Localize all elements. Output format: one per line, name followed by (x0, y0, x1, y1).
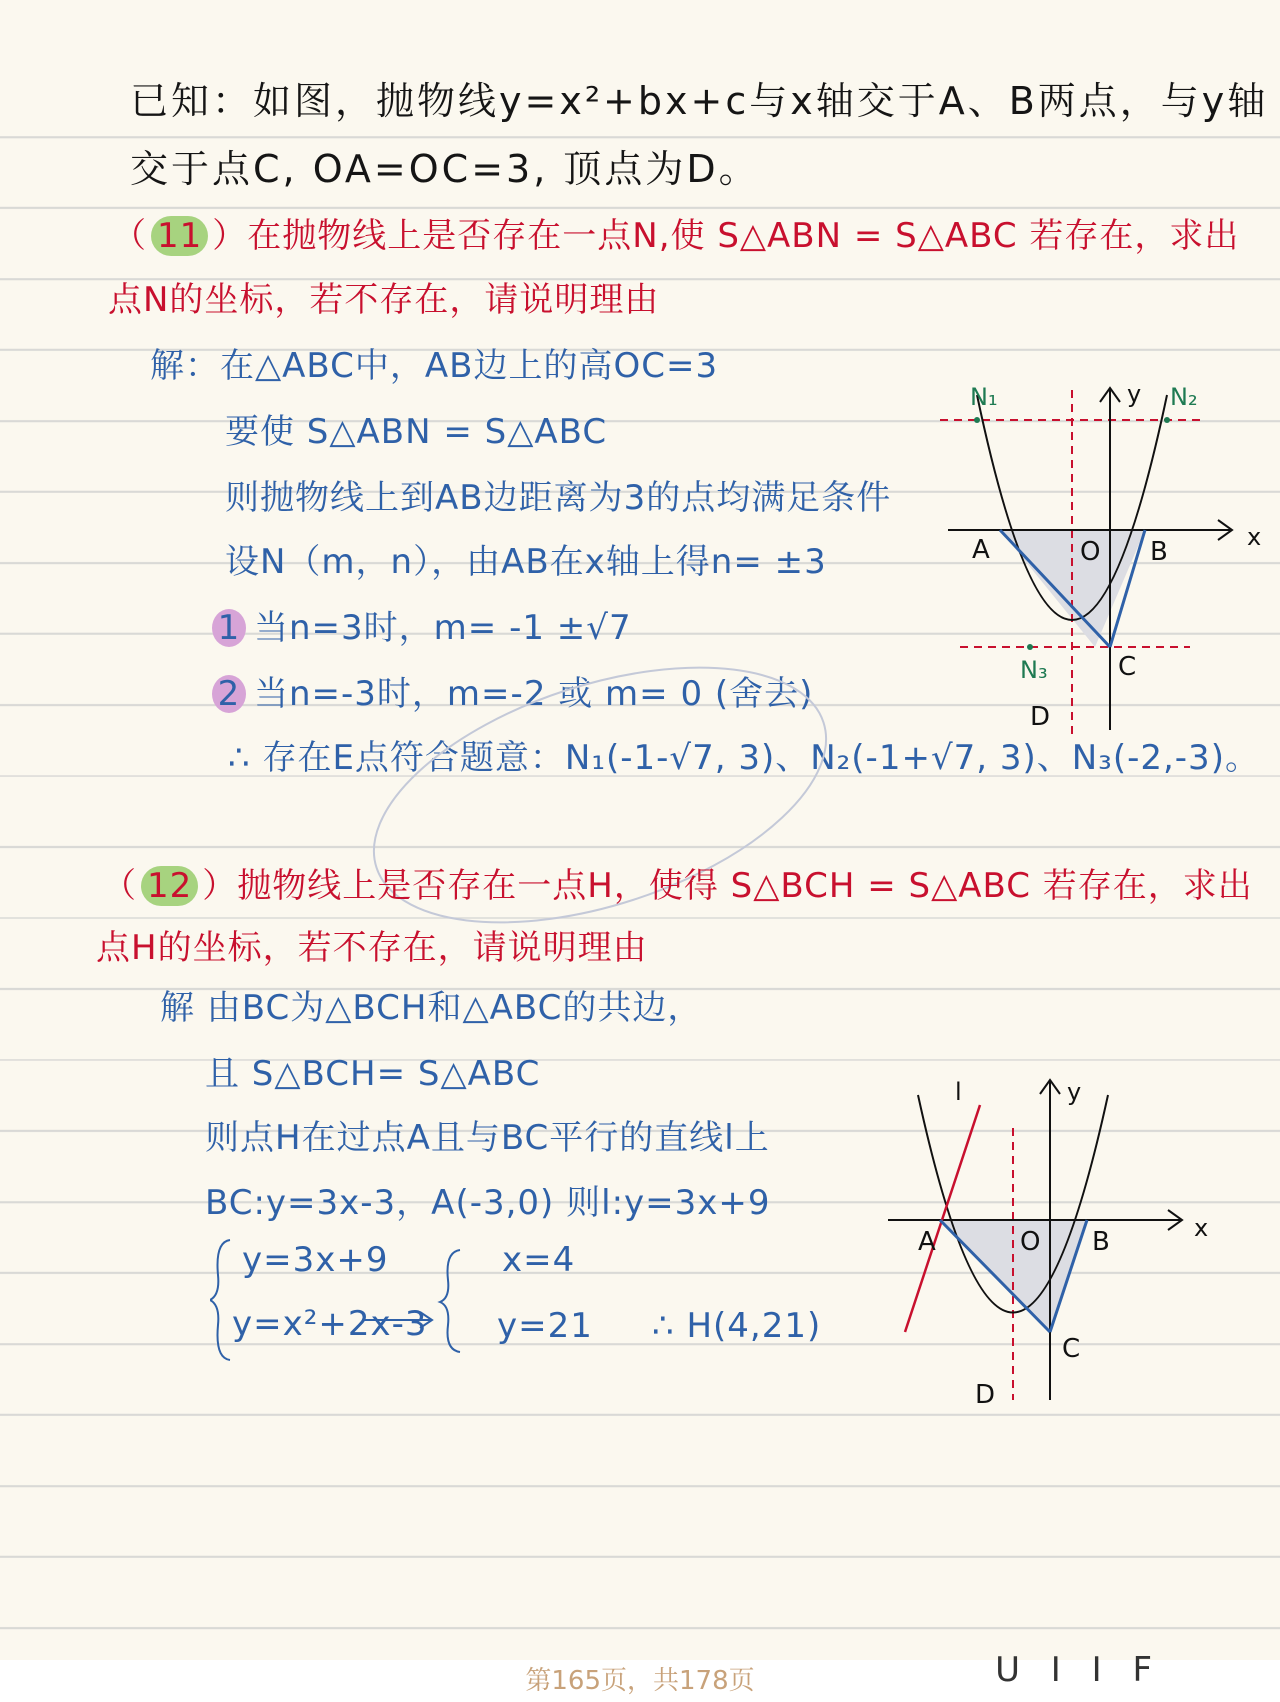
label-d-2: D (975, 1380, 996, 1410)
label-a: A (972, 535, 990, 565)
q11-case-2-text: 当n=-3时，m=-2 或 m= 0 (舍去) (254, 674, 814, 714)
q11-conclusion: ∴ 存在E点符合题意：N₁(-1-√7, 3)、N₂(-1+√7, 3)、N₃(-2,-3)。 (228, 738, 1260, 778)
given-line-1: 已知：如图，抛物线y=x²+bx+c与x轴交于A、B两点，与y轴 (130, 79, 1269, 123)
q12-heading (102, 858, 1253, 907)
left-brace-icon (210, 1240, 230, 1360)
q12-solution-2: 且 S△BCH= S△ABC (205, 1054, 541, 1094)
q11-solution-4: 设N（m，n），由AB在x轴上得n= ±3 (225, 542, 827, 582)
label-a-2: A (918, 1227, 936, 1257)
q12-solution-4: BC:y=3x-3，A(-3,0) 则l:y=3x+9 (205, 1183, 771, 1223)
q11-solution-3: 则抛物线上到AB边距离为3的点均满足条件 (225, 478, 892, 518)
label-y-2: y (1067, 1078, 1082, 1106)
label-n1: N₁ (970, 383, 998, 411)
q11-case-1-text: 当n=3时，m= -1 ±√7 (254, 608, 632, 648)
q11-number-badge: 11 (151, 216, 208, 256)
system-right-eq-1: x=4 (502, 1240, 576, 1280)
q11-case-1-badge: 1 (212, 609, 246, 647)
label-x-2: x (1194, 1214, 1209, 1242)
label-o: O (1080, 537, 1101, 567)
q12-solution-1: 解 由BC为△BCH和△ABC的共边， (160, 988, 703, 1028)
q11-heading (112, 208, 1239, 257)
q12-open-paren: （ (102, 866, 137, 906)
label-o-2: O (1020, 1227, 1041, 1257)
line-l (905, 1105, 980, 1332)
label-n3: N₃ (1020, 656, 1048, 684)
point-n3 (1027, 644, 1033, 650)
label-c-2: C (1062, 1334, 1081, 1364)
q11-solution-1: 解：在△ABC中，AB边上的高OC=3 (150, 346, 719, 386)
q12-result: ∴ H(4,21) (652, 1306, 822, 1346)
point-n2 (1164, 417, 1170, 423)
page-indicator: 第165页，共178页 (525, 1666, 755, 1696)
given-line-2: 交于点C, OA=OC=3, 顶点为D。 (130, 147, 760, 191)
system-left-eq-1: y=3x+9 (242, 1240, 389, 1280)
q12-line-1: 抛物线上是否存在一点H，使得 S△BCH = S△ABC 若存在，求出 (237, 866, 1253, 906)
q11-solution-2: 要使 S△ABN = S△ABC (225, 412, 608, 452)
figure-2-parabola (880, 1070, 1220, 1410)
q12-close-paren: ） (202, 866, 238, 906)
footer-marks: U I I F (995, 1650, 1162, 1690)
point-n1 (974, 417, 980, 423)
label-n2: N₂ (1170, 383, 1198, 411)
system-right-eq-2: y=21 (497, 1306, 593, 1346)
q11-line-2: 点N的坐标，若不存在，请说明理由 (108, 280, 660, 320)
q11-close-paren: ） (212, 216, 248, 256)
q11-case-1 (212, 600, 632, 649)
label-d: D (1030, 702, 1051, 732)
figure-1-parabola (930, 370, 1270, 740)
q11-open-paren: （ (112, 216, 147, 256)
q12-solution-3: 则点H在过点A且与BC平行的直线l上 (205, 1118, 770, 1158)
label-x: x (1247, 523, 1262, 551)
q12-line-2: 点H的坐标，若不存在，请说明理由 (96, 928, 648, 968)
right-brace-icon (440, 1250, 460, 1352)
label-l: l (955, 1078, 962, 1106)
system-left-eq-2: y=x²+2x-3 (232, 1304, 428, 1344)
label-c: C (1118, 652, 1137, 682)
q11-case-2-badge: 2 (212, 675, 246, 713)
q12-number-badge: 12 (141, 866, 198, 906)
label-y: y (1127, 380, 1142, 408)
label-b: B (1150, 537, 1168, 567)
q11-line-1: 在抛物线上是否存在一点N,使 S△ABN = S△ABC 若存在，求出 (247, 216, 1240, 256)
label-b-2: B (1092, 1227, 1110, 1257)
